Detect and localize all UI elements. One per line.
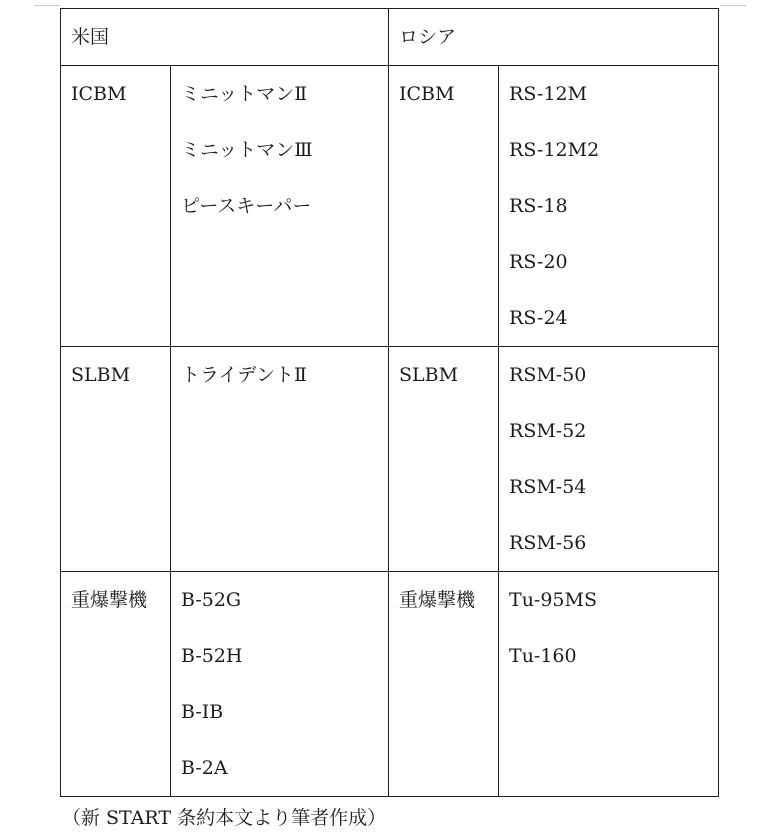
ru-system-item: Tu-160	[509, 645, 577, 667]
us-category-label: ICBM	[71, 83, 127, 105]
us-category-label: SLBM	[71, 364, 131, 386]
ru-systems-cell	[499, 347, 719, 572]
ru-category-cell	[389, 66, 499, 347]
table-row-heavy-bomber	[61, 572, 719, 797]
ru-systems-cell	[499, 66, 719, 347]
header-us	[61, 9, 389, 66]
us-systems-cell	[171, 572, 389, 797]
table-row-icbm	[61, 66, 719, 347]
header-us-label: 米国	[71, 26, 110, 48]
table-header-row	[61, 9, 719, 66]
ru-system-item: Tu-95MS	[509, 589, 597, 611]
page-corner-mark-left	[34, 5, 60, 6]
us-system-item: B-2A	[181, 757, 228, 779]
page-corner-mark-right	[720, 5, 746, 6]
ru-category-cell	[389, 347, 499, 572]
ru-category-cell	[389, 572, 499, 797]
ru-system-item: RSM-50	[509, 364, 587, 386]
table-row-slbm	[61, 347, 719, 572]
ru-category-label: 重爆撃機	[399, 589, 476, 611]
ru-system-item: RS-12M	[509, 83, 588, 105]
ru-system-item: RSM-52	[509, 420, 587, 442]
ru-system-item: RSM-54	[509, 476, 587, 498]
header-russia	[389, 9, 719, 66]
delivery-systems-table	[60, 8, 719, 797]
us-system-item: B-IB	[181, 701, 224, 723]
us-category-label: 重爆撃機	[71, 589, 148, 611]
us-system-item: ピースキーパー	[181, 195, 312, 217]
us-system-item: ミニットマンⅢ	[181, 139, 313, 161]
us-system-item: トライデントⅡ	[181, 364, 307, 386]
ru-system-item: RS-12M2	[509, 139, 600, 161]
us-system-item: B-52G	[181, 589, 242, 611]
us-systems-cell	[171, 66, 389, 347]
ru-system-item: RS-18	[509, 195, 568, 217]
us-category-cell	[61, 66, 171, 347]
ru-system-item: RSM-56	[509, 532, 587, 554]
ru-category-label: SLBM	[399, 364, 459, 386]
ru-system-item: RS-20	[509, 251, 568, 273]
page-corner-marks	[34, 0, 746, 6]
us-system-item: B-52H	[181, 645, 243, 667]
us-category-cell	[61, 572, 171, 797]
us-systems-cell	[171, 347, 389, 572]
ru-systems-cell	[499, 572, 719, 797]
us-system-item: ミニットマンⅡ	[181, 83, 308, 105]
us-category-cell	[61, 347, 171, 572]
ru-system-item: RS-24	[509, 307, 568, 329]
header-russia-label: ロシア	[399, 26, 457, 48]
ru-category-label: ICBM	[399, 83, 455, 105]
table-caption: （新 START 条約本文より筆者作成）	[62, 807, 387, 829]
